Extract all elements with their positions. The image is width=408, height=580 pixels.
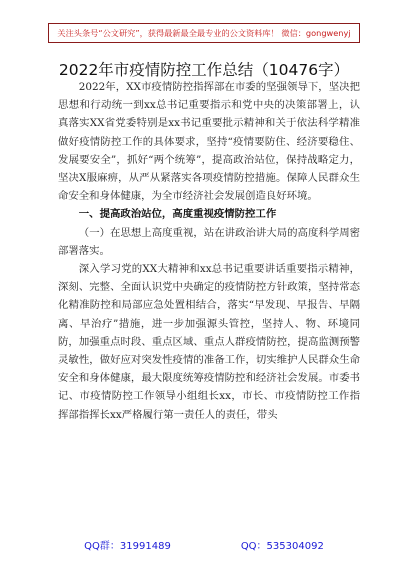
document-title: 2022年市疫情防控工作总结（10476字） [58,61,350,79]
promo-banner[interactable] [48,23,360,43]
paragraph-intro: 2022年，XX市疫情防控指挥部在市委的坚强领导下，坚决把思想和行动统一到xx总书记重要指示和党中央的决策部署上，认真落实XX省党委特别是xx书记重要批示精神和关于依法科学精准做好疫情防控工作的具体要求，坚持“疫情要防住、经济要稳住、发展要安全”，抓好“两个统筹”，提高政治站位，保持战略定力，坚决X服麻痹，从严从紧落实各项疫情防控措施。保障人民群众生命安全和身体健康，为全市经济社会发展创造良好环境。 [58,81,360,203]
promo-banner-text: 关注头条号“公文研究”，获得最新最全最专业的公文资料库！ 微信：gongwenyj [57,27,351,38]
footer-contacts [0,537,408,552]
paragraph-body: 深入学习党的XX大精神和xx总书记重要讲话重要指示精神，深刻、完整、全面认识党中央确定的疫情防控方针政策，坚持常态化精准防控和局部应急处置相结合，落实“早发现、早报告、早隔离、早治疗”措施，进一步加强源头管控，坚持人、物、环境同防，加强重点时段、重点区域、重点人群疫情防控，提高监测预警灵敏性，做好应对突发性疫情的准备工作，切实维护人民群众生命安全和身体健康，最大限度统筹疫情防控和经济社会发展。市委书记、市疫情防控工作领导小组组长xx，市长、市疫情防控工作指挥部指挥长xx严格履行第一责任人的责任，带头 [58,263,360,421]
paragraph-subheading: （一）在思想上高度重视，站在讲政治讲大局的高度科学周密部署落实。 [58,226,360,257]
document-body [58,78,360,424]
section-heading: 一、提高政治站位，高度重视疫情防控工作 [78,208,277,221]
footer-qq-number: QQ：535304092 [240,541,324,552]
footer-qq-group: QQ群：31991489 [84,541,171,552]
